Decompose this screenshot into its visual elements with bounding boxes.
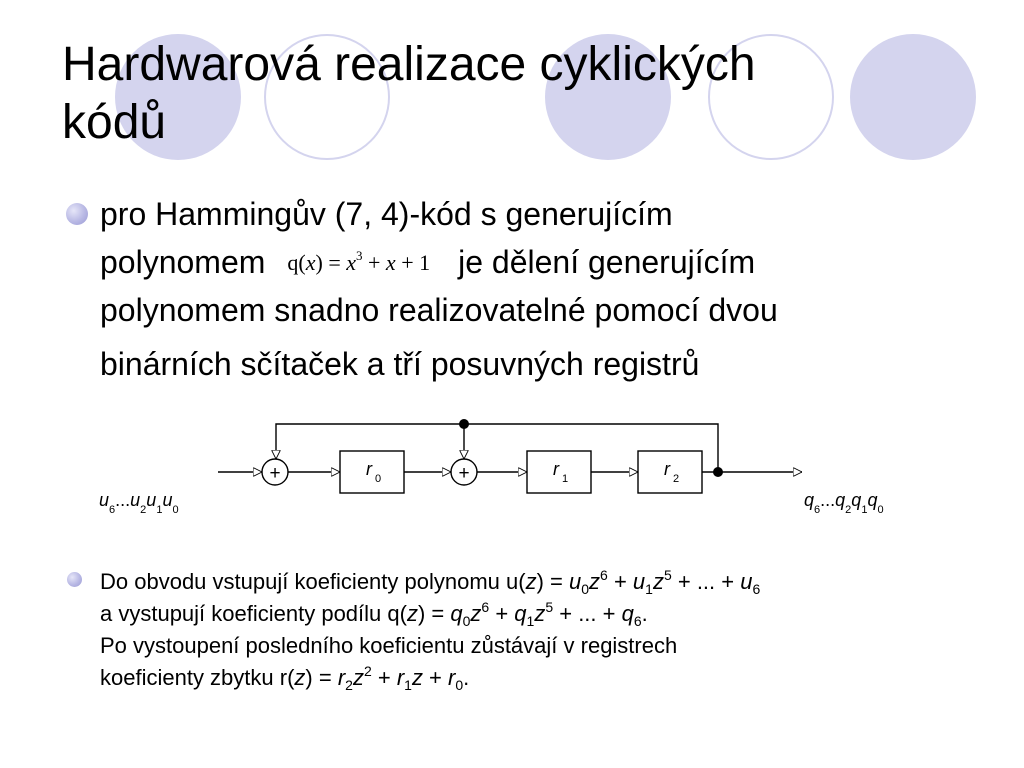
bullet-1-text: [100, 190, 980, 388]
title-line-1: Hardwarová realizace cyklických: [62, 38, 756, 91]
output-sequence-label: $q_6...q_2q_1q_0$: [804, 490, 884, 516]
bullet-1-line-2-after: je dělení generujícím: [458, 244, 756, 280]
bullet-2-line-4: koeficienty zbytku $r(z) = r_2z^2 + r_1z + r_0$.: [100, 663, 470, 693]
bullet-1-icon: [66, 203, 88, 225]
slide-title: [62, 36, 862, 152]
register-r2-label: r $_2$: [664, 459, 680, 485]
bullet-1-line-2: [100, 238, 980, 286]
generator-polynomial-formula: $q(x) = x^3 + x + 1$: [287, 248, 431, 275]
adder-1-label: +: [458, 463, 470, 484]
input-sequence-label: $u_6...u_2u_1u_0$: [99, 490, 179, 516]
bullet-2-line-3: Po vystoupení posledního koeficientu zůstávají v registrech: [100, 633, 678, 658]
junction-dot-top: [459, 419, 469, 429]
junction-dot-output: [713, 467, 723, 477]
bullet-2-icon: [67, 572, 82, 587]
bullet-1-line-4: binárních sčítaček a tří posuvných registrů: [100, 346, 700, 382]
adder-0-label: +: [269, 463, 281, 484]
bullet-1-line-2-before: polynomem: [100, 244, 266, 280]
bullet-2-text: [100, 566, 980, 694]
bullet-2-line-1: Do obvodu vstupují koeficienty polynomu $u(z) = u_0z^6 + u_1z^5$ + ... + $u_6$: [100, 567, 761, 597]
register-r2: [638, 451, 702, 493]
decor-circle-3: [850, 34, 976, 160]
register-r1-label: r $_1$: [553, 459, 569, 485]
register-r0: [340, 451, 404, 493]
circuit-diagram: [0, 400, 1024, 530]
register-r0-label: r $_0$: [366, 459, 382, 485]
bullet-2-line-2: a vystupují koeficienty podílu $q(z) = q_0z^6 + q_1z^5$ + ... + $q_6$.: [100, 599, 648, 629]
bullet-1-line-1: pro Hammingův (7, 4)-kód s generujícím: [100, 196, 673, 232]
bullet-1-line-3: polynomem snadno realizovatelné pomocí dvou: [100, 292, 778, 328]
register-r1: [527, 451, 591, 493]
title-line-2: kódů: [62, 96, 167, 149]
